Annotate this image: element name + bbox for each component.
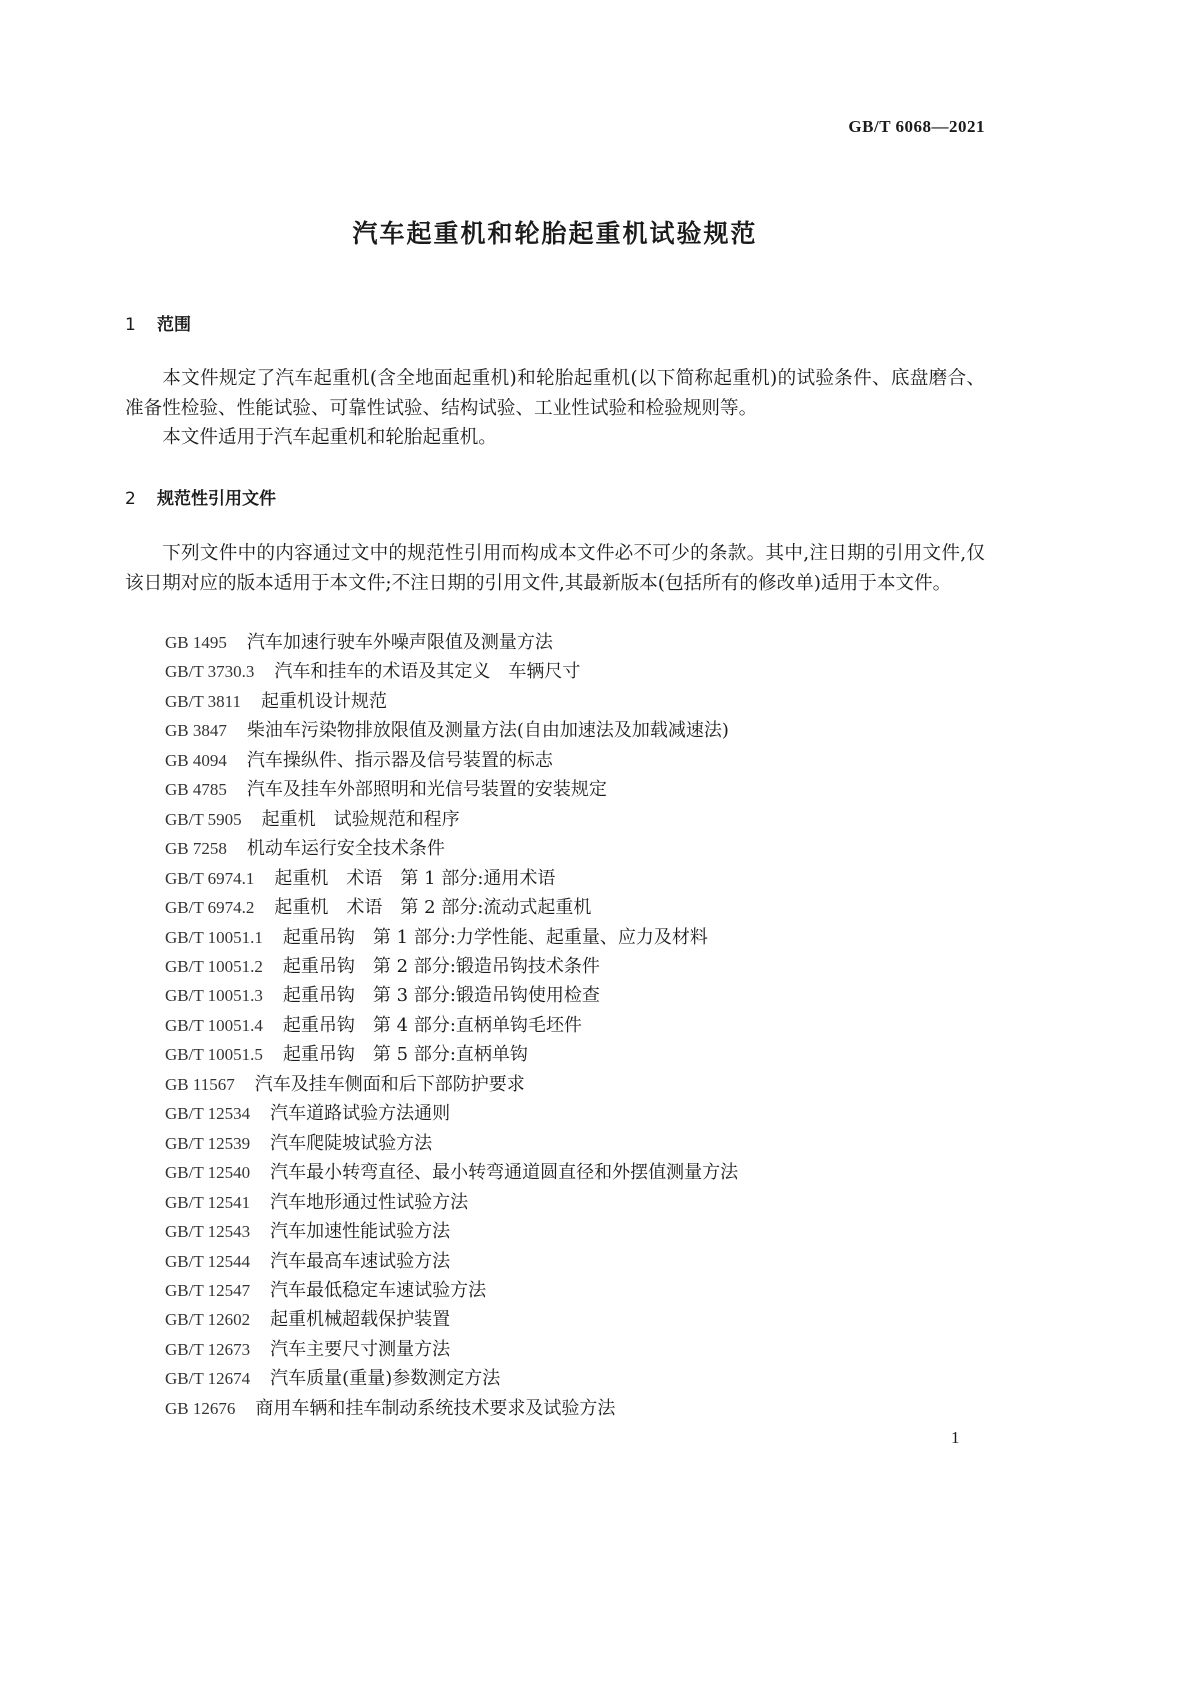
reference-item [165,657,738,686]
reference-title: 起重机械超载保护装置 [270,1309,451,1331]
reference-item [165,1011,738,1040]
reference-code: GB/T 12547 [165,1280,251,1300]
section-title: 规范性引用文件 [157,489,276,509]
reference-item [165,1364,738,1393]
reference-item [165,687,738,716]
section-2-heading [125,484,276,509]
reference-title: 汽车最高车速试验方法 [270,1250,451,1272]
reference-item [165,981,738,1010]
page-number: 1 [951,1428,960,1447]
reference-item [165,1276,738,1305]
reference-title: 汽车主要尺寸测量方法 [270,1338,451,1360]
reference-code: GB 12676 [165,1398,236,1418]
reference-code: GB 3847 [165,721,227,741]
reference-code: GB/T 12543 [165,1222,251,1242]
reference-title: 汽车加速行驶车外噪声限值及测量方法 [246,632,553,653]
section-title: 范围 [157,315,191,335]
reference-title: 起重吊钩 第 3 部分:锻造吊钩使用检查 [282,985,600,1007]
reference-title: 起重吊钩 第 5 部分:直柄单钩 [282,1044,528,1066]
reference-title: 汽车最小转弯直径、最小转弯通道圆直径和外摆值测量方法 [270,1162,739,1184]
reference-code: GB 4785 [165,780,227,800]
reference-item [165,1394,738,1423]
reference-code: GB/T 6974.2 [165,898,255,918]
reference-item [165,923,738,952]
reference-item [165,1247,738,1276]
reference-title: 商用车辆和挂车制动系统技术要求及试验方法 [255,1397,616,1419]
paragraph: 本文件规定了汽车起重机(含全地面起重机)和轮胎起重机(以下简称起重机)的试验条件、底盘磨合、准备性检验、性能试验、可靠性试验、结构试验、工业性试验和检验规则等。 [125,368,985,419]
reference-item [165,746,738,775]
reference-item [165,716,738,745]
reference-title: 汽车加速性能试验方法 [270,1221,451,1243]
section-number: 2 [125,489,136,509]
reference-item [165,1335,738,1364]
page-title: 汽车起重机和轮胎起重机试验规范 [352,219,758,248]
reference-title: 汽车最低稳定车速试验方法 [270,1279,487,1301]
reference-item [165,1099,738,1128]
reference-code: GB/T 12534 [165,1104,251,1124]
reference-item [165,775,738,804]
reference-code: GB/T 3730.3 [165,662,255,682]
reference-item [165,834,738,863]
reference-code: GB/T 10051.1 [165,927,263,947]
reference-code: GB/T 12539 [165,1133,251,1153]
reference-code: GB/T 10051.2 [165,956,263,976]
section-1-body [125,364,985,453]
reference-title: 汽车地形通过性试验方法 [270,1191,469,1213]
reference-title: 汽车质量(重量)参数测定方法 [270,1368,501,1390]
reference-code: GB/T 6974.1 [165,868,255,888]
reference-title: 汽车道路试验方法通则 [270,1103,451,1125]
reference-item [165,1129,738,1158]
reference-code: GB/T 12540 [165,1163,251,1183]
reference-item [165,1158,738,1187]
reference-title: 柴油车污染物排放限值及测量方法(自由加速法及加载减速法) [246,720,729,742]
reference-title: 起重机 术语 第 1 部分:通用术语 [274,867,556,889]
reference-code: GB/T 10051.4 [165,1015,263,1035]
reference-title: 汽车及挂车外部照明和光信号装置的安装规定 [246,779,607,801]
reference-item [165,628,738,657]
reference-item [165,1040,738,1069]
reference-item [165,864,738,893]
reference-code: GB 11567 [165,1074,235,1094]
reference-title: 汽车和挂车的术语及其定义 车辆尺寸 [274,661,581,683]
reference-title: 起重机 试验规范和程序 [261,808,460,830]
reference-title: 起重吊钩 第 1 部分:力学性能、起重量、应力及材料 [282,926,708,948]
reference-code: GB/T 10051.5 [165,1045,263,1065]
reference-code: GB 1495 [165,633,227,652]
reference-code: GB/T 3811 [165,691,242,711]
reference-title: 汽车爬陡坡试验方法 [270,1132,433,1154]
reference-list [165,628,738,1423]
paragraph: 本文件适用于汽车起重机和轮胎起重机。 [162,427,497,448]
reference-item [165,1070,738,1099]
reference-code: GB/T 12541 [165,1192,251,1212]
reference-title: 起重吊钩 第 4 部分:直柄单钩毛坯件 [282,1014,582,1036]
reference-code: GB/T 12674 [165,1369,251,1389]
document-code: GB/T 6068—2021 [848,117,985,136]
reference-title: 起重机设计规范 [261,690,388,712]
reference-item [165,1217,738,1246]
reference-title: 汽车及挂车侧面和后下部防护要求 [254,1073,525,1095]
reference-title: 起重吊钩 第 2 部分:锻造吊钩技术条件 [282,955,600,977]
reference-code: GB/T 5905 [165,809,242,829]
paragraph: 下列文件中的内容通过文中的规范性引用而构成本文件必不可少的条款。其中,注日期的引用文件,仅该日期对应的版本适用于本文件;不注日期的引用文件,其最新版本(包括所有的修改单)适用于本文件。 [125,543,985,594]
section-2-body [125,539,985,598]
reference-code: GB 4094 [165,750,227,770]
reference-title: 汽车操纵件、指示器及信号装置的标志 [246,749,553,771]
reference-code: GB/T 12673 [165,1339,251,1359]
reference-title: 起重机 术语 第 2 部分:流动式起重机 [274,897,592,919]
reference-item [165,952,738,981]
section-number: 1 [125,315,136,335]
reference-code: GB 7258 [165,839,227,859]
reference-code: GB/T 12602 [165,1310,251,1330]
reference-item [165,805,738,834]
reference-code: GB/T 12544 [165,1251,251,1271]
reference-code: GB/T 10051.3 [165,986,263,1006]
section-1-heading [125,310,191,335]
reference-item [165,1305,738,1334]
reference-item [165,1188,738,1217]
reference-title: 机动车运行安全技术条件 [246,838,445,860]
reference-item [165,893,738,922]
